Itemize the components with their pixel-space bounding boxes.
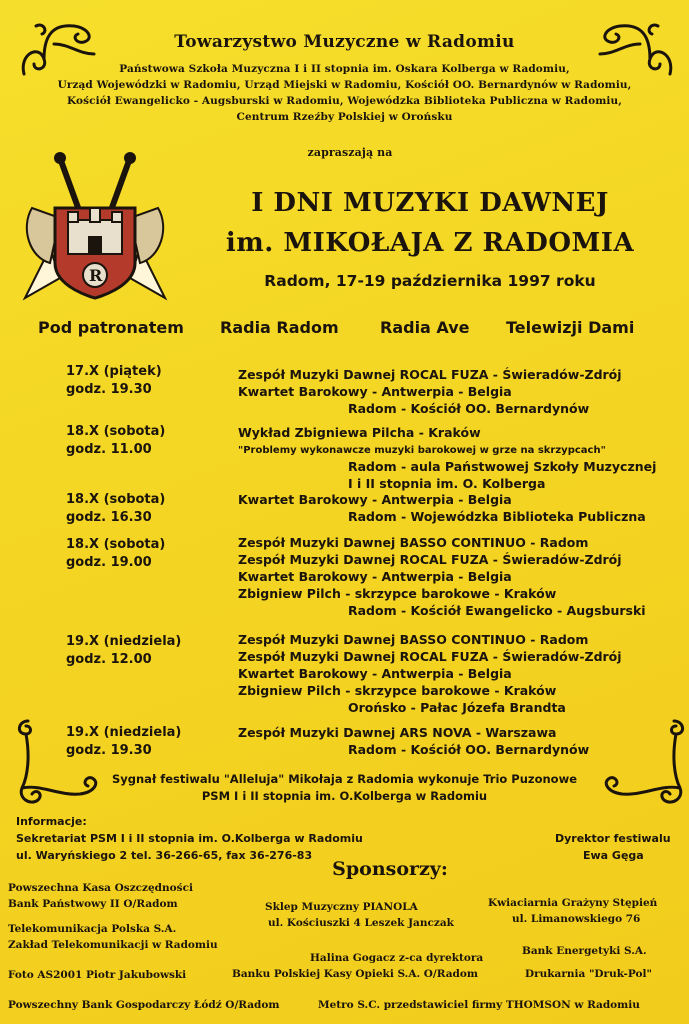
patron: Telewizji Dami — [506, 318, 635, 337]
sponsors-heading: Sponsorzy: — [332, 858, 448, 880]
partner-line: Centrum Rzeźby Polskiej w Orońsku — [236, 111, 453, 123]
event-venue: I i II stopnia im. O. Kolberga — [348, 476, 546, 491]
event-line: Zespół Muzyki Dawnej ARS NOVA - Warszawa — [238, 725, 557, 740]
event-venue: Radom - Kościół OO. Bernardynów — [348, 742, 590, 757]
event-day: 18.X (sobota) — [66, 537, 166, 552]
sponsor: Telekomunikacja Polska S.A. — [8, 923, 177, 935]
event-day: 18.X (sobota) — [66, 424, 166, 439]
event-line: Zbigniew Pilch - skrzypce barokowe - Kraków — [238, 683, 557, 698]
sponsor: ul. Kościuszki 4 Leszek Janczak — [268, 917, 454, 929]
info-line: ul. Waryńskiego 2 tel. 36-266-65, fax 36-276-83 — [16, 849, 313, 862]
event-line: "Problemy wykonawcze muzyki barokowej w grze na skrzypcach" — [238, 445, 606, 456]
festival-title-line2: im. MIKOŁAJA Z RADOMIA — [225, 228, 635, 258]
event-venue: Orońsko - Pałac Józefa Brandta — [348, 700, 566, 715]
event-line: Zespół Muzyki Dawnej BASSO CONTINUO - Radom — [238, 632, 589, 647]
event-line: Zbigniew Pilch - skrzypce barokowe - Kraków — [238, 586, 557, 601]
sponsor: Foto AS2001 Piotr Jakubowski — [8, 969, 187, 981]
event-venue: Radom - aula Państwowej Szkoły Muzycznej — [348, 459, 657, 474]
signal-line: PSM I i II stopnia im. O.Kolberga w Radomiu — [201, 789, 488, 803]
festival-title-line1: I DNI MUZYKI DAWNEJ — [251, 188, 609, 218]
organizer-title: Towarzystwo Muzyczne w Radomiu — [174, 32, 515, 52]
sponsor: ul. Limanowskiego 76 — [512, 913, 641, 925]
patronage-label: Pod patronatem — [38, 318, 184, 337]
invite-text: zapraszają na — [307, 146, 393, 159]
sponsor: Sklep Muzyczny PIANOLA — [265, 901, 418, 913]
info-line: Sekretariat PSM I i II stopnia im. O.Kolberga w Radomiu — [16, 832, 363, 845]
partner-line: Kościół Ewangelicko - Augsburski w Radomiu, Wojewódzka Biblioteka Publiczna w Radomiu, — [67, 95, 622, 107]
sponsor: Bank Państwowy II O/Radom — [8, 898, 178, 910]
event-time: godz. 19.30 — [66, 743, 152, 758]
event-day: 18.X (sobota) — [66, 492, 166, 507]
svg-text:R: R — [89, 266, 103, 285]
event-time: godz. 19.00 — [66, 555, 152, 570]
event-line: Zespół Muzyki Dawnej ROCAL FUZA - Świeradów-Zdrój — [238, 367, 622, 382]
director-name: Ewa Gęga — [583, 849, 644, 862]
place-date: Radom, 17-19 października 1997 roku — [264, 272, 596, 290]
event-time: godz. 12.00 — [66, 652, 152, 667]
sponsor: Powszechna Kasa Oszczędności — [8, 882, 193, 894]
sponsor: Bank Energetyki S.A. — [522, 945, 647, 957]
event-day: 19.X (niedziela) — [66, 725, 182, 740]
sponsor: Banku Polskiej Kasy Opieki S.A. O/Radom — [232, 968, 478, 980]
event-line: Kwartet Barokowy - Antwerpia - Belgia — [238, 492, 512, 507]
patron: Radia Ave — [380, 318, 470, 337]
event-line: Wykład Zbigniewa Pilcha - Kraków — [238, 425, 481, 440]
event-time: godz. 11.00 — [66, 442, 152, 457]
sponsor: Metro S.C. przedstawiciel firmy THOMSON w Radomiu — [318, 999, 640, 1011]
event-line: Kwartet Barokowy - Antwerpia - Belgia — [238, 666, 512, 681]
event-day: 17.X (piątek) — [66, 364, 162, 379]
radom-coat-of-arms-icon — [20, 148, 170, 308]
event-line: Kwartet Barokowy - Antwerpia - Belgia — [238, 384, 512, 399]
sponsor: Drukarnia "Druk-Pol" — [525, 968, 652, 980]
sponsor: Zakład Telekomunikacji w Radomiu — [8, 939, 218, 951]
event-line: Kwartet Barokowy - Antwerpia - Belgia — [238, 569, 512, 584]
director-label: Dyrektor festiwalu — [555, 832, 671, 845]
partner-line: Urząd Wojewódzki w Radomiu, Urząd Miejski w Radomiu, Kościół OO. Bernardynów w Radomiu, — [57, 79, 632, 91]
sponsor: Kwiaciarnia Grażyny Stępień — [488, 897, 658, 909]
signal-line: Sygnał festiwalu "Alleluja" Mikołaja z Radomia wykonuje Trio Puzonowe — [111, 772, 578, 786]
sponsor: Halina Gogacz z-ca dyrektora — [310, 952, 484, 964]
partner-line: Państwowa Szkoła Muzyczna I i II stopnia im. Oskara Kolberga w Radomiu, — [119, 63, 570, 75]
event-time: godz. 16.30 — [66, 510, 152, 525]
event-line: Zespół Muzyki Dawnej ROCAL FUZA - Świeradów-Zdrój — [238, 552, 622, 567]
event-venue: Radom - Kościół Ewangelicko - Augsburski — [348, 603, 646, 618]
event-venue: Radom - Kościół OO. Bernardynów — [348, 401, 590, 416]
event-venue: Radom - Wojewódzka Biblioteka Publiczna — [348, 509, 646, 524]
event-line: Zespół Muzyki Dawnej ROCAL FUZA - Świeradów-Zdrój — [238, 649, 622, 664]
info-label: Informacje: — [16, 815, 87, 828]
patron: Radia Radom — [220, 318, 339, 337]
sponsor: Powszechny Bank Gospodarczy Łódź O/Radom — [8, 999, 280, 1011]
event-line: Zespół Muzyki Dawnej BASSO CONTINUO - Radom — [238, 535, 589, 550]
event-time: godz. 19.30 — [66, 382, 152, 397]
event-day: 19.X (niedziela) — [66, 634, 182, 649]
